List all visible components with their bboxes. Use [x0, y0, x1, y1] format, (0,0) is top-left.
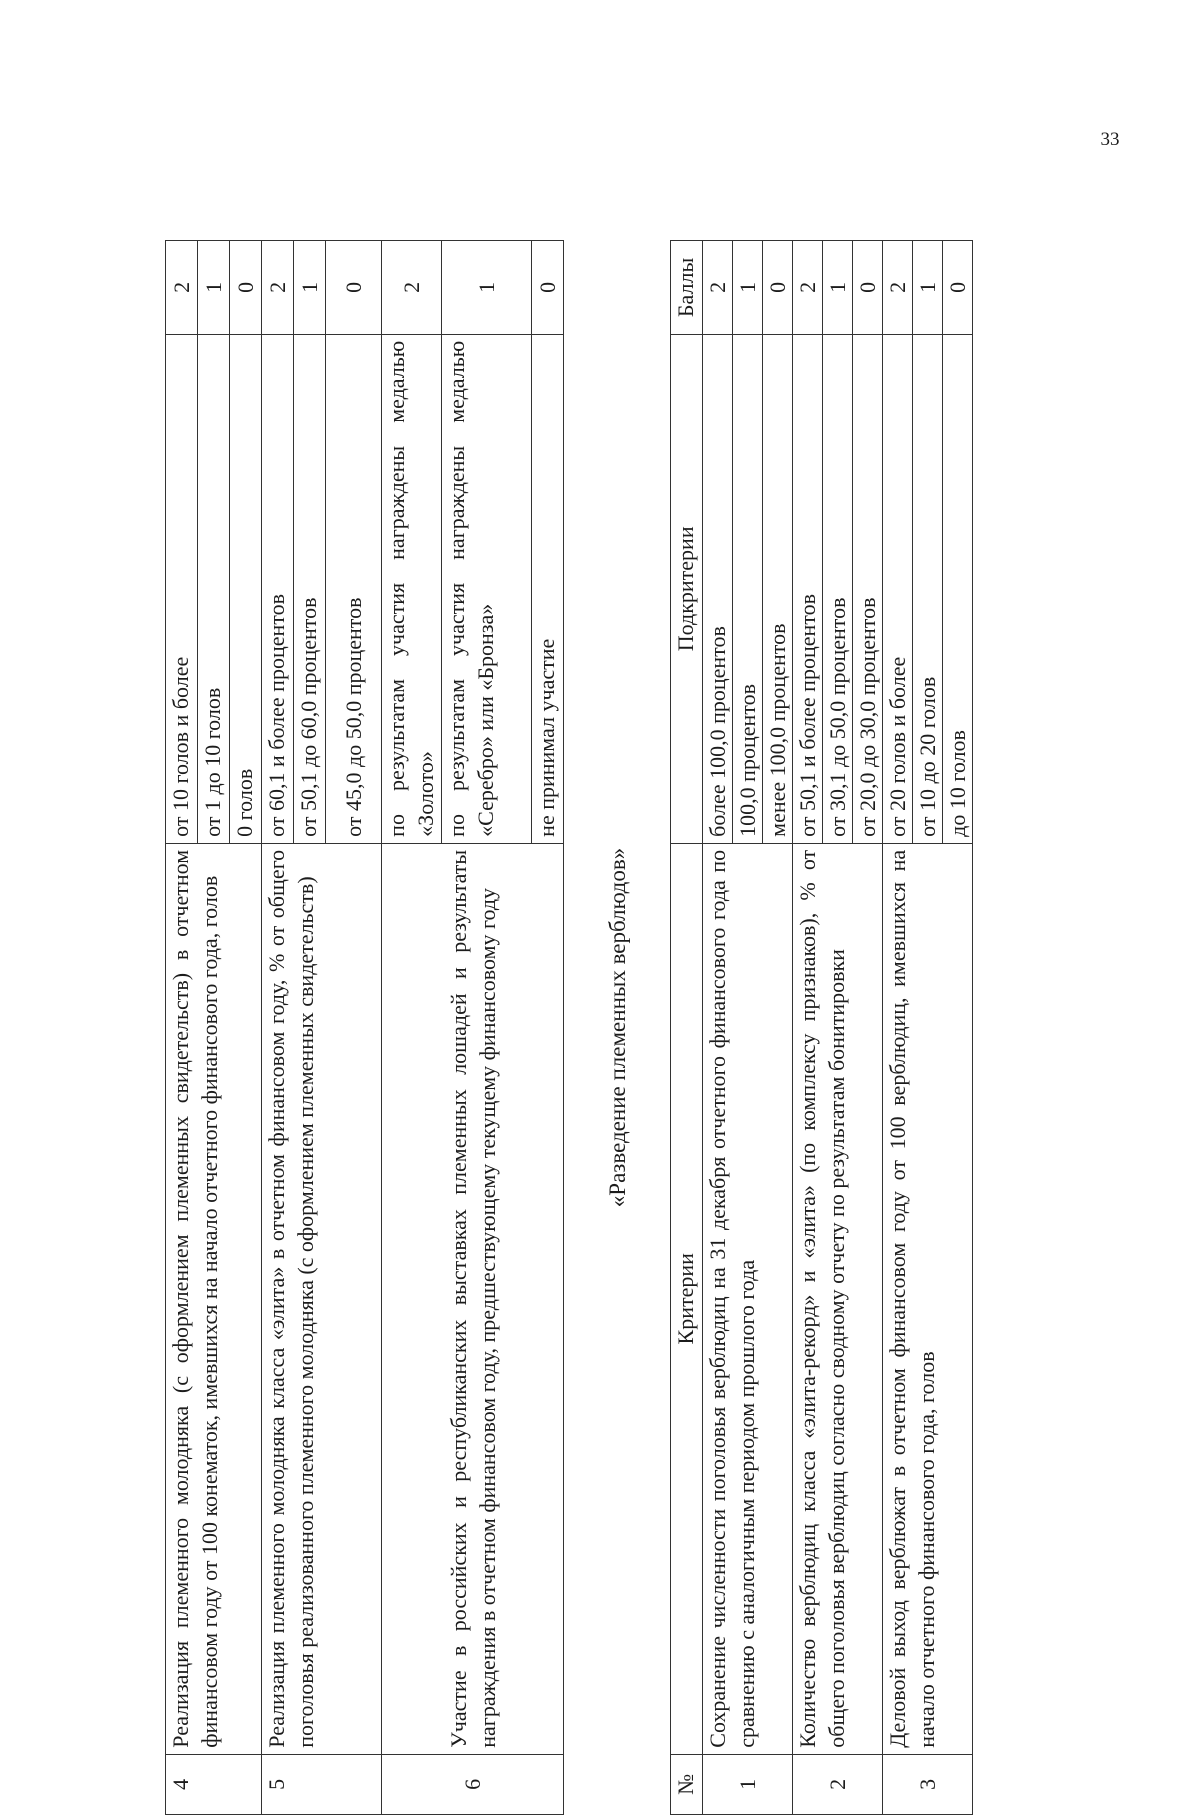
subcriterion-cell: не принимал участие — [532, 334, 564, 843]
criterion-cell: Реализация племенного молодняка класса «элита» в отчетном финансовом году, % от общего поголовья реализованного племенного молодняка (с оформлением племенных свидетельств) — [262, 843, 382, 1754]
score-cell: 1 — [442, 241, 532, 335]
horse-breeding-criteria-table — [165, 240, 564, 1815]
score-cell: 2 — [382, 241, 442, 335]
score-cell: 2 — [703, 241, 733, 335]
table-header-row — [671, 241, 703, 1815]
score-cell: 0 — [763, 241, 793, 335]
score-cell: 0 — [943, 241, 973, 335]
subcriterion-cell: от 60,1 и более процентов — [262, 334, 294, 843]
score-cell: 0 — [532, 241, 564, 335]
score-cell: 0 — [326, 241, 382, 335]
criterion-cell: Количество верблюдиц класса «элита-рекорд» и «элита» (по комплексу признаков), % от общего поголовья верблюдиц согласно сводному отчету по результатам бонитировки — [793, 843, 883, 1754]
score-cell: 2 — [883, 241, 913, 335]
subcriterion-cell: 0 голов — [230, 334, 262, 843]
subcriterion-cell: от 1 до 10 голов — [198, 334, 230, 843]
score-cell: 2 — [262, 241, 294, 335]
subcriterion-cell: от 45,0 до 50,0 процентов — [326, 334, 382, 843]
table-row — [883, 241, 913, 1815]
subcriterion-cell: по результатам участия награждены медалью «Золото» — [382, 334, 442, 843]
subcriterion-cell: от 50,1 до 60,0 процентов — [294, 334, 326, 843]
score-cell: 1 — [913, 241, 943, 335]
subcriterion-cell: 100,0 процентов — [733, 334, 763, 843]
subcriterion-cell: от 30,1 до 50,0 процентов — [823, 334, 853, 843]
camel-breeding-criteria-table — [670, 240, 973, 1815]
table-row — [703, 241, 733, 1815]
table-row — [382, 241, 442, 1815]
table-row — [262, 241, 294, 1815]
score-cell: 1 — [733, 241, 763, 335]
row-number: 5 — [262, 1754, 382, 1814]
row-number: 2 — [793, 1754, 883, 1814]
score-cell: 1 — [294, 241, 326, 335]
table-row — [166, 241, 198, 1815]
criterion-cell: Реализация племенного молодняка (с оформлением племенных свидетельств) в отчетном финансовом году от 100 конематок, имевшихся на начало отчетного финансового года, голов — [166, 843, 262, 1754]
criterion-cell: Участие в российских и республиканских выставках племенных лошадей и результаты награждения в отчетном финансовом году, предшествующему текущему финансовому году — [382, 843, 564, 1754]
row-number: 6 — [382, 1754, 564, 1814]
table-row — [793, 241, 823, 1815]
subcriterion-cell: от 10 голов и более — [166, 334, 198, 843]
page-number: 33 — [1100, 129, 1120, 150]
score-cell: 0 — [853, 241, 883, 335]
subcriterion-cell: от 20 голов и более — [883, 334, 913, 843]
column-header-score: Баллы — [671, 241, 703, 335]
score-cell: 1 — [823, 241, 853, 335]
score-cell: 0 — [230, 241, 262, 335]
column-header-number: № — [671, 1754, 703, 1814]
subcriterion-cell: от 20,0 до 30,0 процентов — [853, 334, 883, 843]
column-header-subcriteria: Подкритерии — [671, 334, 703, 843]
subcriterion-cell: от 10 до 20 голов — [913, 334, 943, 843]
row-number: 3 — [883, 1754, 973, 1814]
score-cell: 1 — [198, 241, 230, 335]
subcriterion-cell: до 10 голов — [943, 334, 973, 843]
column-header-criteria: Критерии — [671, 843, 703, 1754]
row-number: 1 — [703, 1754, 793, 1814]
subcriterion-cell: по результатам участия награждены медалью «Серебро» или «Бронза» — [442, 334, 532, 843]
subcriterion-cell: менее 100,0 процентов — [763, 334, 793, 843]
criterion-cell: Сохранение численности поголовья верблюдиц на 31 декабря отчетного финансового года по сравнению с аналогичным периодом прошлого года — [703, 843, 793, 1754]
rotated-page-content — [165, 165, 1065, 1815]
section-title: «Разведение племенных верблюдов» — [605, 847, 630, 1208]
criterion-cell: Деловой выход верблюжат в отчетном финансовом году от 100 верблюдиц, имевшихся на начало отчетного финансового года, голов — [883, 843, 973, 1754]
subcriterion-cell: от 50,1 и более процентов — [793, 334, 823, 843]
row-number: 4 — [166, 1754, 262, 1814]
score-cell: 2 — [166, 241, 198, 335]
subcriterion-cell: более 100,0 процентов — [703, 334, 733, 843]
score-cell: 2 — [793, 241, 823, 335]
